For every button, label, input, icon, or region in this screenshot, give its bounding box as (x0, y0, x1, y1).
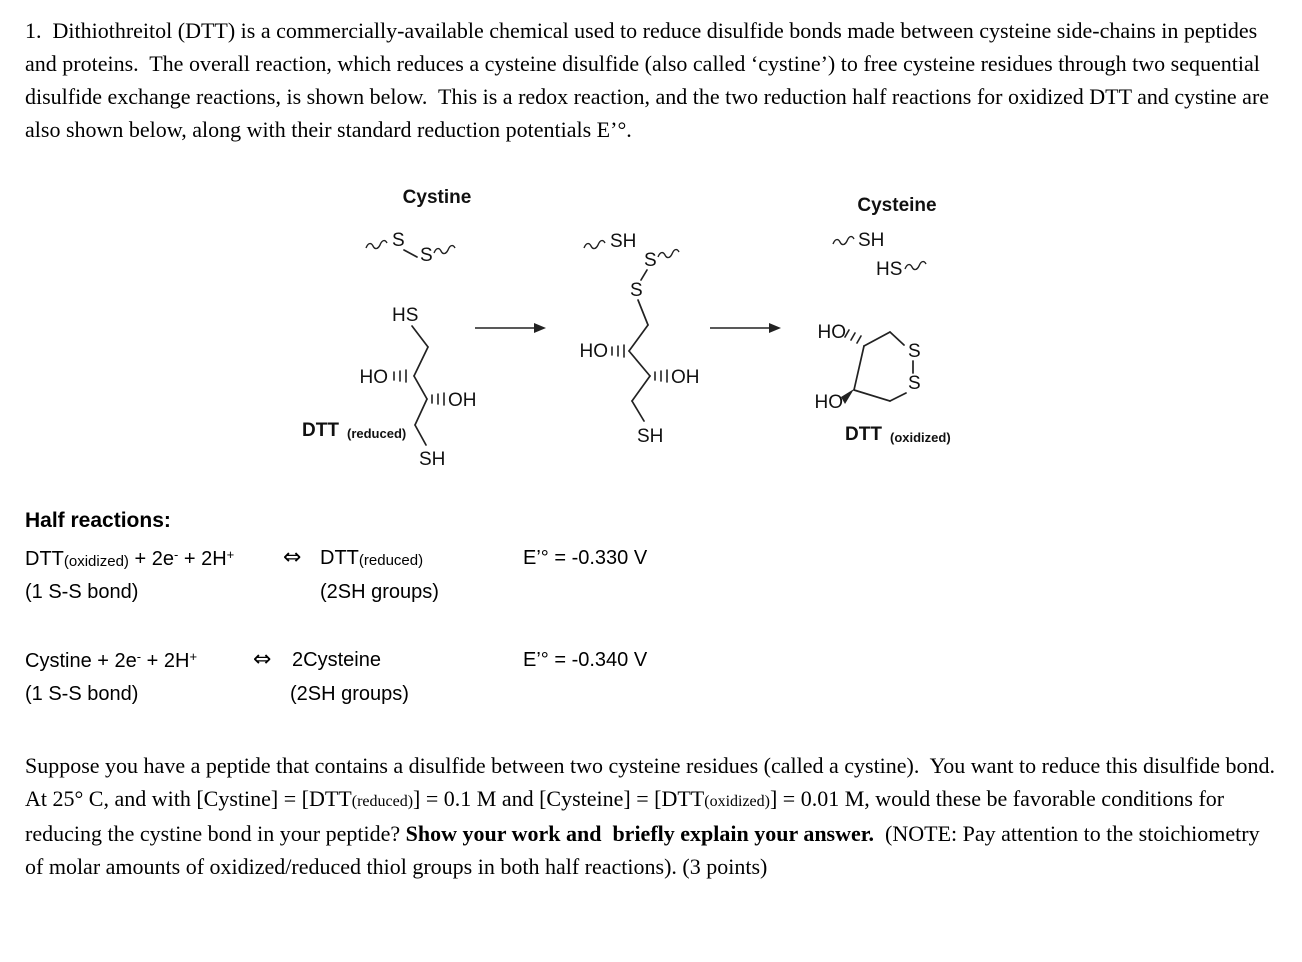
bond (414, 347, 428, 376)
dtt-reduced-subscript: (reduced) (351, 792, 414, 810)
proton-charge-sup: + (189, 649, 198, 664)
cysteine-products (833, 195, 937, 280)
problem-statement: 1. Dithiothreitol (DTT) is a commercially-available chemical used to reduce disulfide bonds made between cysteine side-chains in peptides and proteins. The overall reaction, which reduces a cysteine disulfide (also called ‘cystine’) to free cysteine residues through two sequential disulfide exchange reactions, is shown below. This is a redox reaction, and the two reduction half reactions for oxidized DTT and cystine are also shown below, along with their standard reduction potentials E’°. (25, 18, 1275, 142)
peptide-squiggle-bond (434, 246, 455, 254)
eq2-rhs-species: 2Cysteine (292, 649, 381, 671)
bond (632, 376, 650, 401)
bond (632, 401, 644, 421)
sulfur-atom: S (420, 245, 433, 266)
ring-bond (890, 393, 906, 401)
eq1-rhs (320, 547, 423, 570)
equilibrium-arrow: ⇔ (283, 545, 302, 570)
peptide-squiggle-bond (584, 241, 605, 249)
hydroxyl-group: OH (671, 367, 700, 388)
sulfur-atom: S (392, 230, 405, 251)
bond (414, 376, 427, 399)
electron-charge-sup: - (173, 547, 179, 562)
eq2-rhs-note: (2SH groups) (290, 683, 409, 705)
thiol-group: SH (610, 231, 637, 252)
arrow-head (534, 323, 546, 333)
thiol-group: SH (419, 449, 446, 470)
dtt-reduced-label: DTT (302, 420, 339, 441)
eq2-lhs-species: Cystine + 2e (25, 650, 137, 672)
half-reaction-1-notes (25, 581, 1277, 611)
bond (415, 425, 426, 445)
dtt-reduced-structure (302, 305, 477, 470)
thiol-group: SH (637, 426, 664, 447)
question-note: (NOTE: Pay attention to the stoichiometry of molar amounts of oxidized/reduced thiol groups in both half reactions). (3 points) (25, 821, 1266, 879)
thiol-group: HS (876, 259, 903, 280)
disulfide-bond (641, 270, 647, 280)
eq2-protons: + 2H (141, 650, 190, 672)
eq2-potential: E’° = -0.340 V (523, 649, 648, 671)
hydroxyl-group: HO (579, 341, 608, 362)
reaction-arrow-1 (475, 323, 546, 333)
sulfur-atom: S (630, 280, 643, 301)
eq1-lhs-state: (oxidized) (63, 553, 129, 570)
thiol-group: SH (858, 230, 885, 251)
cystine-label: Cystine (402, 187, 472, 208)
dtt-oxidized-label: DTT (845, 424, 882, 445)
dtt-oxidized-state-label: (oxidized) (890, 430, 951, 445)
peptide-squiggle-bond (366, 241, 387, 249)
eq1-rhs-species: DTT (320, 547, 359, 569)
peptide-squiggle-bond (905, 262, 926, 270)
eq1-lhs-note: (1 S-S bond) (25, 581, 139, 603)
bond (638, 300, 648, 325)
hydroxyl-group: HO (814, 392, 843, 413)
hydroxyl-group: HO (359, 367, 388, 388)
bond (629, 325, 648, 351)
half-reactions-heading: Half reactions: (25, 509, 171, 532)
eq1-rhs-state: (reduced) (358, 552, 424, 569)
reaction-arrow-2 (710, 323, 781, 333)
half-reaction-1-equation (25, 547, 1277, 577)
sulfur-atom: S (908, 373, 921, 394)
peptide-squiggle-bond (658, 250, 679, 258)
dtt-oxidized-subscript: (oxidized) (704, 792, 770, 810)
eq2-lhs-note: (1 S-S bond) (25, 683, 139, 705)
eq1-lhs-species: DTT (25, 548, 64, 570)
ring-bond (890, 332, 904, 345)
question-text: ] = 0.01 M, would these be favorable conditions for reducing the cystine bond in your peptide? (25, 785, 1230, 846)
half-reaction-2-equation (25, 649, 1277, 679)
dtt-oxidized-structure (815, 322, 951, 445)
mixed-disulfide-intermediate (580, 231, 700, 447)
question-text: Suppose you have a peptide that contains a disulfide between two cysteine residues (called a cystine). You want to reduce this disulfide bond. At 25° C, and with [Cystine] = [DTT (25, 753, 1285, 811)
sulfur-atom: S (644, 250, 657, 271)
ring-bond (864, 332, 890, 346)
hydroxyl-group: HO (817, 322, 846, 343)
sulfur-atom: S (908, 341, 921, 362)
thiol-group: HS (392, 305, 419, 326)
bond (415, 399, 427, 425)
arrow-head (769, 323, 781, 333)
electron-charge-sup: - (136, 649, 142, 664)
stereo-hash (851, 333, 855, 340)
reaction-scheme (0, 180, 1302, 490)
question-paragraph (25, 750, 1285, 883)
half-reaction-2-notes (25, 683, 1277, 713)
dtt-reduced-state-label: (reduced) (347, 426, 407, 441)
question-text: ] = 0.1 M and [Cysteine] = [DTT (413, 785, 705, 811)
cystine-structure (366, 187, 471, 266)
disulfide-bond (404, 250, 417, 257)
eq1-potential: E’° = -0.330 V (523, 547, 648, 569)
bond (412, 326, 428, 347)
eq1-protons: + 2H (178, 548, 227, 570)
ring-bond (854, 346, 864, 390)
eq1-rhs-note: (2SH groups) (320, 581, 439, 603)
bond (629, 351, 650, 376)
ring-bond (854, 390, 890, 401)
proton-charge-sup: + (226, 547, 235, 562)
peptide-squiggle-bond (833, 237, 854, 245)
cysteine-label: Cysteine (857, 195, 937, 216)
equilibrium-arrow: ⇔ (253, 647, 272, 672)
stereo-hash (857, 336, 861, 343)
eq1-electrons: + 2e (128, 548, 174, 570)
hydroxyl-group: OH (448, 390, 477, 411)
show-work-instruction: Show your work and briefly explain your answer. (405, 821, 875, 846)
